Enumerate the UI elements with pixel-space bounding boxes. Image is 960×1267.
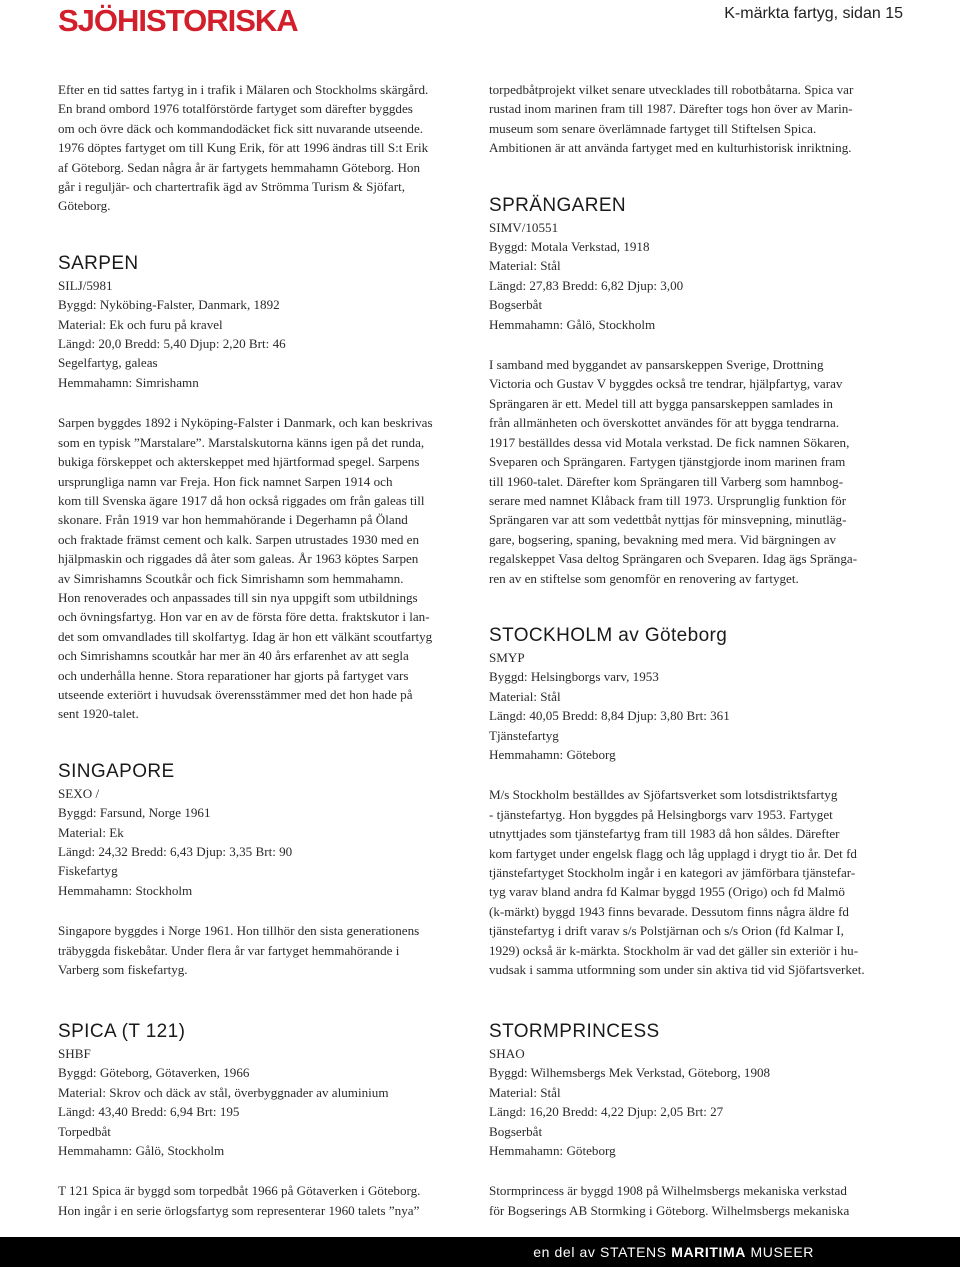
text-line: - tjänstefartyg. Hon byggdes på Helsingborgs varv 1953. Fartyget: [489, 806, 833, 822]
text-line: och Simrishamns scoutkår har mer än 40 års erfarenhet av att segla: [58, 648, 409, 664]
text-line: gare, bogsering, spaning, bevakning med mera. Vid bärgningen av: [489, 531, 837, 547]
intro-paragraph: [489, 80, 909, 158]
ship-facts: [489, 1044, 909, 1160]
fact-line: Byggd: Farsund, Norge 1961: [58, 805, 211, 821]
ship-description: [58, 413, 478, 724]
fact-line: Längd: 43,40 Bredd: 6,94 Brt: 195: [58, 1104, 240, 1120]
fact-line: Längd: 40,05 Bredd: 8,84 Djup: 3,80 Brt: 361: [489, 708, 730, 724]
text-line: Stormprincess är byggd 1908 på Wilhelmsbergs mekaniska verkstad: [489, 1183, 847, 1199]
text-line: och underhålla henne. Stora reparationer har gjorts på fartyget vars: [58, 667, 409, 683]
left-bottom-column: [58, 1020, 478, 1220]
text-line: Sprängaren var att som vedettbåt nyttjas för minsvepning, minutläg-: [489, 512, 847, 528]
fact-line: SHAO: [489, 1046, 525, 1061]
text-line: utnyttjades som tjänstefartyg fram till 1983 då hon såldes. Därefter: [489, 826, 840, 842]
text-line: det som omvandlades till skolfartyg. Idag är hon ett välkänt scoutfartyg: [58, 628, 433, 644]
fact-line: Byggd: Helsingborgs varv, 1953: [489, 669, 659, 685]
text-line: serare med namnet Klåback fram till 1973. Ursprunglig funktion för: [489, 492, 847, 508]
fact-line: Material: Ek och furu på kravel: [58, 316, 223, 332]
fact-line: Material: Skrov och däck av stål, överbyggnader av aluminium: [58, 1084, 389, 1100]
text-line: Singapore byggdes i Norge 1961. Hon tillhör den sista generationens: [58, 923, 420, 939]
fact-line: Material: Stål: [489, 258, 561, 274]
text-line: Sprängaren är ett. Medel till att bygga pansarskeppen samlades in: [489, 395, 833, 411]
fact-line: Byggd: Wilhemsbergs Mek Verkstad, Göteborg, 1908: [489, 1065, 771, 1081]
text-line: Göteborg.: [58, 198, 111, 214]
text-line: Sveparen och Sprängaren. Fartygen tjänstgjorde inom marinen fram: [489, 454, 846, 470]
fact-line: Hemmahamn: Gålö, Stockholm: [58, 1143, 225, 1159]
fact-line: Längd: 27,83 Bredd: 6,82 Djup: 3,00: [489, 277, 684, 293]
text-line: T 121 Spica är byggd som torpedbåt 1966 på Götaverken i Göteborg.: [58, 1183, 421, 1199]
fact-line: Material: Stål: [489, 1084, 561, 1100]
fact-line: Längd: 16,20 Bredd: 4,22 Djup: 2,05 Brt: 27: [489, 1104, 724, 1120]
fact-line: Segelfartyg, galeas: [58, 355, 158, 371]
text-line: Ambitionen är att använda fartyget med en kulturhistorisk inriktning.: [489, 140, 852, 156]
text-line: träbyggda fiskebåtar. Under flera år var fartyget hemmahörande i: [58, 942, 400, 958]
ship-description: [58, 1181, 478, 1220]
text-line: tyg varav bland andra fd Kalmar byggd 1955 (Origo) och fd Malmö: [489, 884, 845, 900]
fact-line: Tjänstefartyg: [489, 727, 559, 743]
text-line: 1929) också är k-märkta. Stockholm är vad det gäller sin exteriör i hu-: [489, 942, 859, 958]
text-line: sent 1920-talet.: [58, 706, 139, 722]
logo: SJÖHISTORISKA: [58, 3, 298, 38]
fact-line: SILJ/5981: [58, 277, 113, 293]
footer-brand-maritima: MARITIMA: [671, 1244, 746, 1260]
ship-description: [489, 785, 909, 979]
text-line: om och övre däck och kommandodäcket fick sitt nuvarande utseende.: [58, 120, 424, 136]
ship-entry-stockholm: [489, 624, 909, 980]
ship-entry-singapore: [58, 760, 478, 980]
text-line: Hon renoverades och anpassades till sin nya uppgift som utbildnings: [58, 589, 418, 605]
fact-line: SMYP: [489, 649, 525, 665]
text-line: 1976 döptes fartyget om till Kung Erik, för att 1996 ändras till S:t Erik: [58, 140, 429, 156]
text-line: bukiga förskeppet och akterskeppet med hjärtformad spegel. Sarpens: [58, 454, 420, 470]
text-line: av Simrishamns Scoutkår och fick Simrishamn som hemmahamn.: [58, 570, 404, 586]
text-line: I samband med byggandet av pansarskeppen Sverige, Drottning: [489, 357, 824, 373]
ship-facts: [58, 784, 478, 900]
fact-line: SEXO /: [58, 785, 100, 801]
fact-line: Hemmahamn: Gålö, Stockholm: [489, 316, 656, 332]
fact-line: Torpedbåt: [58, 1123, 111, 1139]
text-line: utseende exteriört i huvudsak överensstämmer med det hon hade på: [58, 686, 413, 702]
fact-line: Byggd: Göteborg, Götaverken, 1966: [58, 1065, 250, 1081]
text-line: ursprungliga namn var Freja. Hon fick namnet Sarpen 1914 och: [58, 473, 393, 489]
ship-title: SINGAPORE: [58, 760, 175, 782]
text-line: regalskeppet Vasa deltog Sprängaren och Sveparen. Idag ägs Spränga-: [489, 551, 858, 567]
ship-description: [489, 355, 909, 588]
right-column: [489, 80, 909, 979]
text-line: vudsak i samma utformning som under sin aktiva tid vid Sjöfartsverket.: [489, 962, 865, 978]
text-line: till 1960-talet. Därefter kom Sprängaren till Varberg som hamnbog-: [489, 473, 844, 489]
ship-title: SPICA (T 121): [58, 1021, 186, 1042]
ship-entry-sprangaren: [489, 194, 909, 588]
ship-title: SPRÄNGAREN: [489, 194, 627, 216]
text-line: M/s Stockholm beställdes av Sjöfartsverket som lotsdistriktsfartyg: [489, 787, 838, 803]
text-line: som en typisk ”Marstalare”. Marstalskutorna känns igen på det runda,: [58, 434, 425, 450]
footer-credit: [533, 1244, 814, 1260]
fact-line: Byggd: Motala Verkstad, 1918: [489, 239, 650, 255]
text-line: tjänstefartyg i drift varav s/s Polstjärnan och s/s Orion (fd Kalmar I,: [489, 923, 844, 939]
text-line: museum som senare överlämnade fartyget till Stiftelsen Spica.: [489, 120, 817, 136]
ship-facts: [58, 1044, 478, 1160]
text-line: hjälpmaskin och riggades då åter som galeas. År 1963 köptes Sarpen: [58, 551, 419, 567]
text-line: för Bogserings AB Stormking i Göteborg. Wilhelmsbergs mekaniska: [489, 1202, 850, 1218]
ship-title: STORMPRINCESS: [489, 1021, 660, 1042]
text-line: från allmänheten och överskottet användes för att bygga tendrarna.: [489, 415, 840, 431]
text-line: går i reguljär- och chartertrafik ägd av Strömma Turism & Sjöfart,: [58, 179, 405, 195]
fact-line: Hemmahamn: Göteborg: [489, 1143, 616, 1159]
ship-entry-stormprincess: [489, 1020, 909, 1220]
text-line: Victoria och Gustav V byggdes också tre tendrar, hjälpfartyg, varav: [489, 376, 843, 392]
footer-brand-statens: STATENS: [600, 1244, 667, 1260]
text-line: kom till Svenska ägare 1917 då hon också riggades om från galeas till: [58, 492, 425, 508]
text-line: 1917 beställdes dessa vid Motala verkstad. De fick namnen Sökaren,: [489, 434, 850, 450]
text-line: Varberg som fiskefartyg.: [58, 962, 188, 978]
ship-facts: [489, 218, 909, 334]
text-line: af Göteborg. Sedan några år är fartygets hemmahamn Göteborg. Hon: [58, 159, 421, 175]
fact-line: Material: Stål: [489, 688, 561, 704]
text-line: rustad inom marinen fram till 1987. Därefter togs hon över av Marin-: [489, 101, 853, 117]
text-line: Efter en tid sattes fartyg in i trafik i Mälaren och Stockholms skärgård.: [58, 82, 429, 97]
text-line: och fraktade främst cement och kalk. Sarpen utrustades 1930 med en: [58, 531, 420, 547]
text-line: En brand ombord 1976 totalförstörde fartyget som därefter byggdes: [58, 101, 413, 117]
fact-line: Hemmahamn: Stockholm: [58, 882, 193, 898]
ship-title: STOCKHOLM av Göteborg: [489, 624, 728, 646]
ship-description: [489, 1181, 909, 1220]
ship-title: SARPEN: [58, 252, 139, 274]
fact-line: Bogserbåt: [489, 1123, 543, 1139]
fact-line: SHBF: [58, 1046, 91, 1061]
footer-prefix: en del av: [533, 1244, 596, 1260]
fact-line: Längd: 24,32 Bredd: 6,43 Djup: 3,35 Brt: 90: [58, 844, 293, 859]
text-line: och övningsfartyg. Hon var en av de första före detta. fraktskutor i lan-: [58, 609, 430, 625]
fact-line: Bogserbåt: [489, 297, 543, 313]
footer-brand-museer: MUSEER: [750, 1244, 814, 1260]
intro-paragraph: [58, 80, 478, 216]
ship-facts: [58, 276, 478, 392]
ship-entry-spica: [58, 1020, 478, 1220]
text-line: tjänstefartyget Stockholm ingår i en kategori av jämförbara tjänstefar-: [489, 865, 856, 880]
text-line: torpedbåtprojekt vilket senare utvecklades till robotbåtarna. Spica var: [489, 82, 854, 97]
text-line: Hon ingår i en serie örlogsfartyg som representerar 1960 talets ”nya”: [58, 1202, 420, 1218]
fact-line: Material: Ek: [58, 824, 124, 840]
text-line: skonare. Från 1919 var hon hemmahörande i Degerhamn på Öland: [58, 512, 408, 528]
fact-line: SIMV/10551: [489, 219, 559, 235]
ship-facts: [489, 648, 909, 764]
fact-line: Fiskefartyg: [58, 863, 118, 879]
footer-bar: [0, 1237, 960, 1267]
fact-line: Byggd: Nyköbing-Falster, Danmark, 1892: [58, 297, 280, 313]
text-line: Sarpen byggdes 1892 i Nyköping-Falster i Danmark, och kan beskrivas: [58, 415, 433, 431]
text-line: kom fartyget under engelsk flagg och låg upplagd i drygt tio år. Det fd: [489, 845, 857, 861]
fact-line: Längd: 20,0 Bredd: 5,40 Djup: 2,20 Brt: 46: [58, 336, 286, 352]
text-line: ren av en stiftelse som genomför en renovering av fartyget.: [489, 570, 799, 586]
fact-line: Hemmahamn: Göteborg: [489, 746, 616, 762]
page-label: K-märkta fartyg, sidan 15: [724, 5, 903, 22]
right-bottom-column: [489, 1020, 909, 1220]
fact-line: Hemmahamn: Simrishamn: [58, 374, 199, 390]
ship-description: [58, 921, 478, 979]
text-line: (k-märkt) byggd 1943 finns bevarade. Dessutom finns några äldre fd: [489, 903, 849, 919]
left-column: [58, 80, 478, 979]
ship-entry-sarpen: [58, 252, 478, 724]
